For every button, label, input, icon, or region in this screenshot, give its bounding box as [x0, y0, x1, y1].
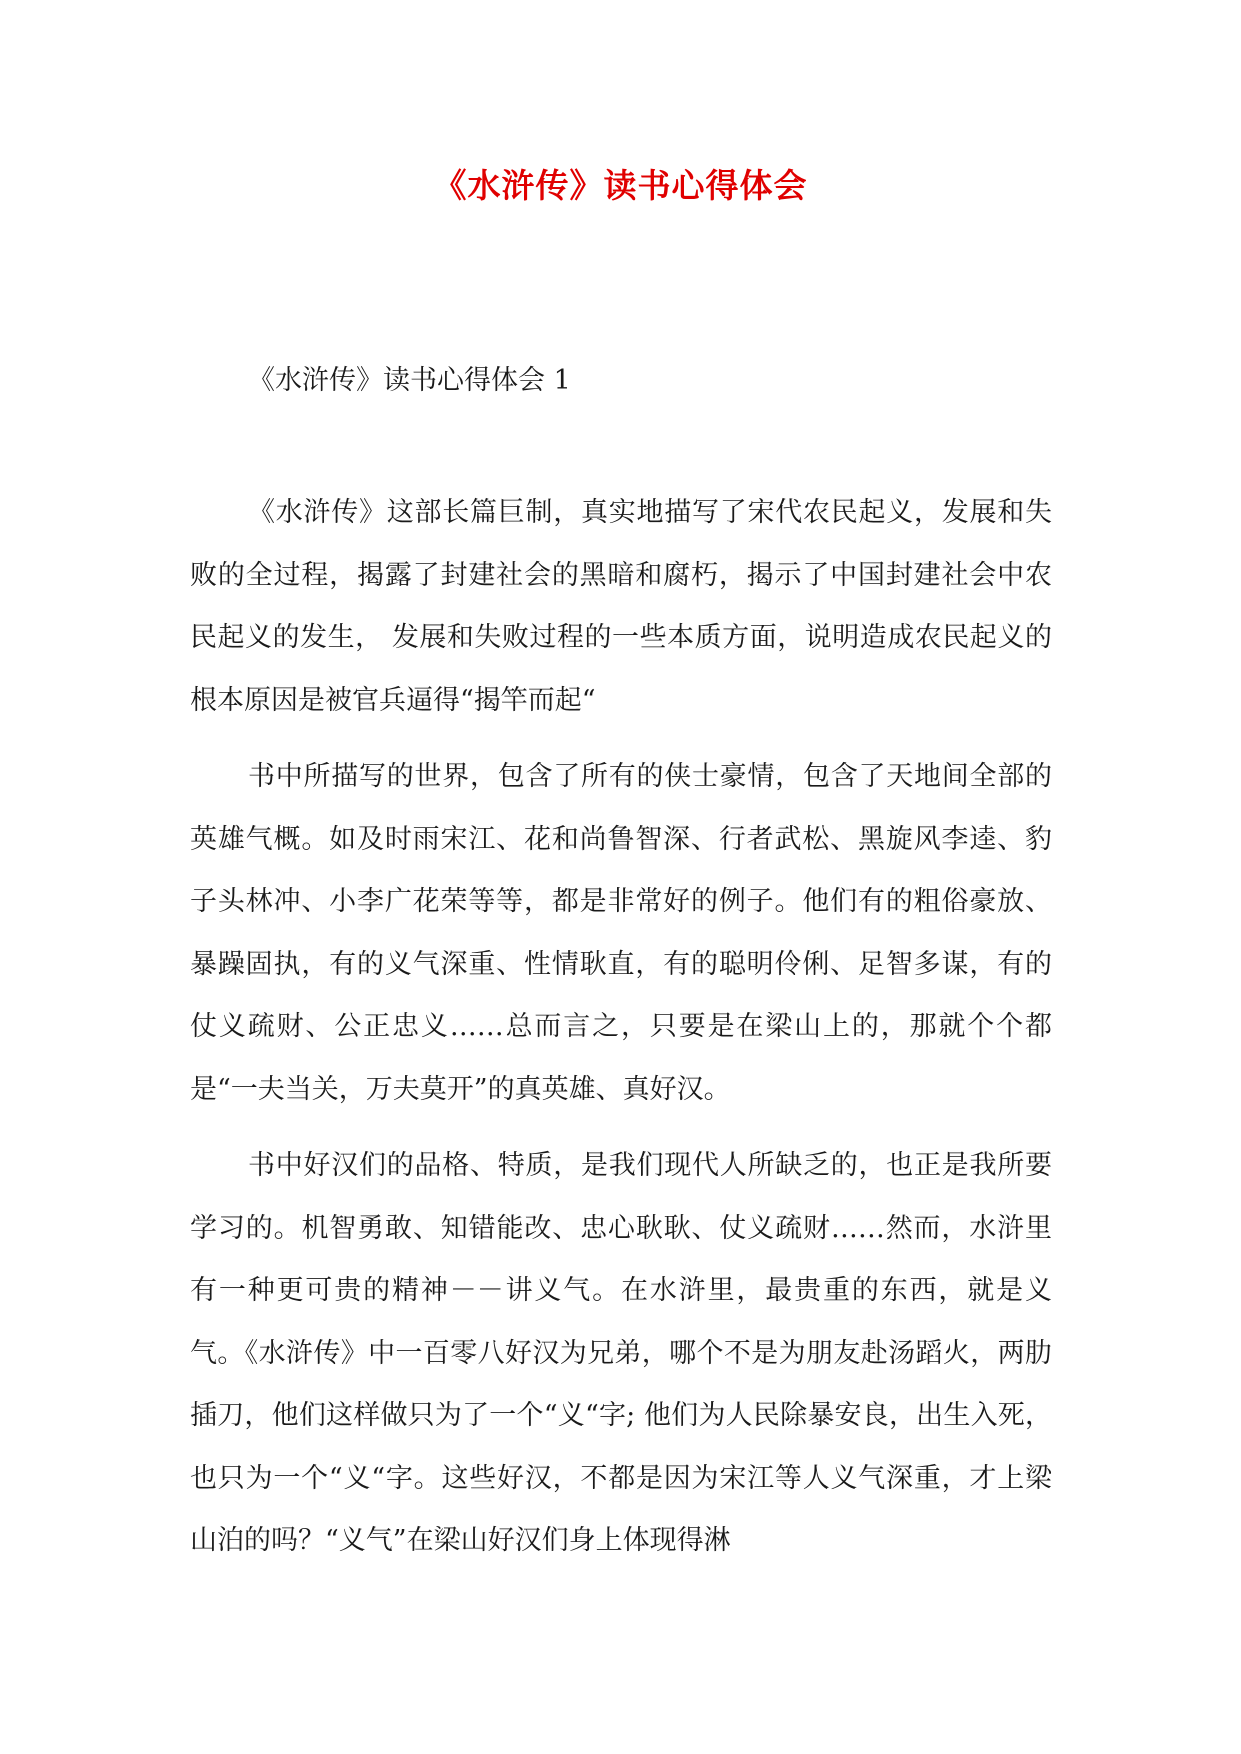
body-text	[190, 482, 1052, 1587]
section-heading: 《水浒传》读书心得体会 1	[248, 365, 571, 396]
document-title: 《水浒传》读书心得体会	[433, 166, 808, 205]
paragraph-1: 《水浒传》这部长篇巨制，真实地描写了宋代农民起义，发展和失败的全过程，揭露了封建社会的黑暗和腐朽，揭示了中国封建社会中农民起义的发生， 发展和失败过程的一些本质方面，说明造成农民起义的根本原因是被官兵逼得“揭竿而起“	[190, 497, 1052, 716]
paragraph-2: 书中所描写的世界，包含了所有的侠士豪情，包含了天地间全部的英雄气概。如及时雨宋江、花和尚鲁智深、行者武松、黑旋风李逵、豹子头林冲、小李广花荣等等，都是非常好的例子。他们有的粗俗豪放、暴躁固执，有的义气深重、性情耿直，有的聪明伶俐、足智多谋，有的仗义疏财、公正忠义……总而言之，只要是在梁山上的，那就个个都是“一夫当关，万夫莫开”的真英雄、真好汉。	[190, 761, 1052, 1105]
paragraph-3: 书中好汉们的品格、特质，是我们现代人所缺乏的，也正是我所要学习的。机智勇敢、知错能改、忠心耿耿、仗义疏财……然而，水浒里有一种更可贵的精神－－讲义气。在水浒里，最贵重的东西，就是义气。《水浒传》中一百零八好汉为兄弟，哪个不是为朋友赴汤蹈火，两肋插刀，他们这样做只为了一个“义“字; 他们为人民除暴安良，出生入死，也只为一个“义“字。这些好汉，不都是因为宋江等人义气深重，才上梁山泊的吗？“义气”在梁山好汉们身上体现得淋	[190, 1150, 1052, 1556]
